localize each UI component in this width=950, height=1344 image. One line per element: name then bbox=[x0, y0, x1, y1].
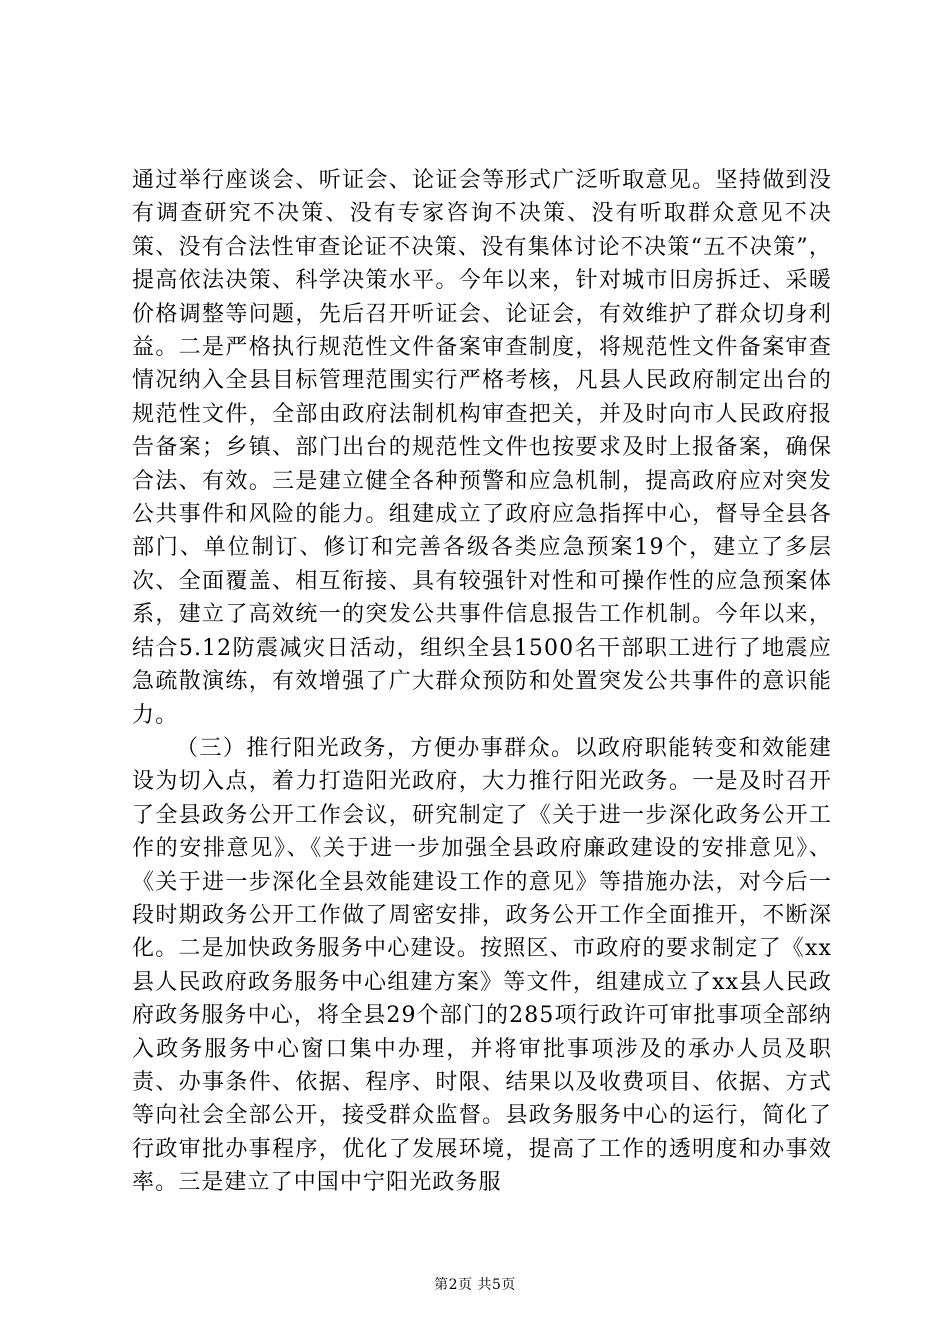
paragraph-sunshine-government: （三）推行阳光政务，方便办事群众。以政府职能转变和效能建设为切入点，着力打造阳光政府，大力推行阳光政务。一是及时召开了全县政务公开工作会议，研究制定了《关于进一步深化政务公开工作的安排意见》、《关于进一步加强全县政府廉政建设的安排意见》、《关于进一步深化全县效能建设工作的意见》等措施办法，对今后一段时期政务公开工作做了周密安排，政务公开工作全面推开，不断深化。二是加快政务服务中心建设。按照区、市政府的要求制定了《xx县人民政府政务服务中心组建方案》等文件，组建成立了xx县人民政府政务服务中心，将全县29个部门的285项行政许可审批事项全部纳入政务服务中心窗口集中办理，并将审批事项涉及的承办人员及职责、办事条件、依据、程序、时限、结果以及收费项目、依据、方式等向社会全部公开，接受群众监督。县政务服务中心的运行，简化了行政审批办事程序，优化了发展环境，提高了工作的透明度和办事效率。三是建立了中国中宁阳光政务服 bbox=[132, 735, 832, 1196]
document-body bbox=[132, 164, 832, 1200]
paragraph-decision-making: 通过举行座谈会、听证会、论证会等形式广泛听取意见。坚持做到没有调查研究不决策、没有专家咨询不决策、没有听取群众意见不决策、没有合法性审查论证不决策、没有集体讨论不决策“五不决策”，提高依法决策、科学决策水平。今年以来，针对城市旧房拆迁、采暖价格调整等问题，先后召开听证会、论证会，有效维护了群众切身利益。二是严格执行规范性文件备案审查制度，将规范性文件备案审查情况纳入全县目标管理范围实行严格考核，凡县人民政府制定出台的规范性文件，全部由政府法制机构审查把关，并及时向市人民政府报告备案；乡镇、部门出台的规范性文件也按要求及时上报备案，确保合法、有效。三是建立健全各种预警和应急机制，提高政府应对突发公共事件和风险的能力。组建成立了政府应急指挥中心，督导全县各部门、单位制订、修订和完善各级各类应急预案19个，建立了多层次、全面覆盖、相互衔接、具有较强针对性和可操作性的应急预案体系，建立了高效统一的突发公共事件信息报告工作机制。今年以来，结合5.12防震减灾日活动，组织全县1500名干部职工进行了地震应急疏散演练，有效增强了广大群众预防和处置突发公共事件的意识能力。 bbox=[132, 168, 832, 728]
page-number-footer: 第2页 共5页 bbox=[434, 1277, 516, 1293]
